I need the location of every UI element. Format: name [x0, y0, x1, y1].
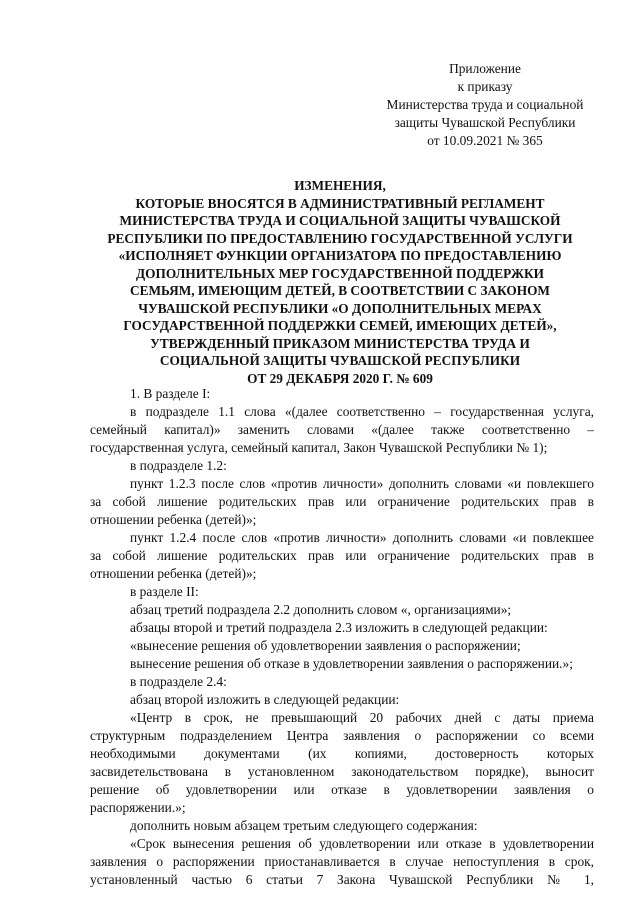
body-line: за собой лишение родительских прав или ограничение родительских прав в: [90, 548, 594, 563]
title-line: РЕСПУБЛИКИ ПО ПРЕДОСТАВЛЕНИЮ ГОСУДАРСТВЕННОЙ УСЛУГИ: [107, 230, 573, 246]
body-line: 1. В разделе I:: [130, 386, 211, 401]
title-line: ОТ 29 ДЕКАБРЯ 2020 Г. № 609: [247, 370, 433, 386]
title-line: КОТОРЫЕ ВНОСЯТСЯ В АДМИНИСТРАТИВНЫЙ РЕГЛАМЕНТ: [135, 195, 545, 211]
body-line: семейный капитал)» заменить словами «(далее также соответственно –: [90, 422, 594, 437]
body-line: за собой лишение родительских прав или ограничение родительских прав в: [90, 494, 594, 509]
title-line: ДОПОЛНИТЕЛЬНЫХ МЕР ГОСУДАРСТВЕННОЙ ПОДДЕРЖКИ: [136, 265, 544, 281]
appendix-line: Приложение: [449, 61, 521, 76]
body-line: необходимыми документами (их копиями, достоверность которых: [90, 746, 594, 761]
body-line: заявления о распоряжении приостанавливается в случае непоступления в срок,: [90, 854, 594, 869]
body-line: распоряжении.»;: [90, 800, 186, 815]
title-line: СЕМЬЯМ, ИМЕЮЩИМ ДЕТЕЙ, В СООТВЕТСТВИИ С ЗАКОНОМ: [130, 283, 550, 298]
body-line: в подразделе 1.2:: [130, 458, 227, 473]
body-line: структурным подразделением Центра заявления о распоряжении со всеми: [90, 728, 594, 743]
appendix-line: Министерства труда и социальной: [386, 97, 584, 112]
title-line: МИНИСТЕРСТВА ТРУДА И СОЦИАЛЬНОЙ ЗАЩИТЫ ЧУВАШСКОЙ: [119, 213, 561, 228]
body-line: отношении ребенка (детей)»;: [90, 512, 257, 527]
body-line: в подразделе 1.1 слова «(далее соответственно – государственная услуга,: [130, 404, 594, 419]
body-line: вынесение решения об отказе в удовлетворении заявления о распоряжении.»;: [130, 656, 573, 671]
body-line: решение об удовлетворении или отказе в удовлетворении заявления о: [90, 782, 594, 797]
body-line: пункт 1.2.3 после слов «против личности» дополнить словами «и повлекшего: [130, 476, 594, 491]
body-line: отношении ребенка (детей)»;: [90, 566, 257, 581]
title-line: УТВЕРЖДЕННЫЙ ПРИКАЗОМ МИНИСТЕРСТВА ТРУДА И: [150, 335, 530, 351]
body-line: «Срок вынесения решения об удовлетворении или отказе в удовлетворении: [130, 836, 594, 851]
body-line: пункт 1.2.4 после слов «против личности» дополнить словами «и повлекшее: [130, 530, 594, 545]
appendix-line: защиты Чувашской Республики: [394, 115, 576, 130]
title-line: ЧУВАШСКОЙ РЕСПУБЛИКИ «О ДОПОЛНИТЕЛЬНЫХ МЕРАХ: [138, 300, 542, 316]
title-line: ИЗМЕНЕНИЯ,: [294, 178, 386, 193]
appendix-line: от 10.09.2021 № 365: [427, 133, 543, 148]
document-body: [90, 385, 594, 889]
appendix-line: к приказу: [457, 79, 513, 94]
appendix-block: [360, 60, 610, 150]
title-line: ГОСУДАРСТВЕННОЙ ПОДДЕРЖКИ СЕМЕЙ, ИМЕЮЩИХ ДЕТЕЙ»,: [123, 318, 557, 333]
body-line: в разделе II:: [130, 584, 199, 599]
body-line: «вынесение решения об удовлетворении заявления о распоряжении;: [130, 638, 521, 653]
body-line: дополнить новым абзацем третьим следующего содержания:: [130, 818, 478, 833]
document-title: [80, 177, 600, 387]
title-line: СОЦИАЛЬНОЙ ЗАЩИТЫ ЧУВАШСКОЙ РЕСПУБЛИКИ: [159, 353, 521, 368]
body-line: абзацы второй и третий подраздела 2.3 изложить в следующей редакции:: [130, 620, 548, 635]
body-line: засвидетельствована в установленном законодательством порядке), выносит: [90, 764, 594, 779]
body-line: в подразделе 2.4:: [130, 674, 227, 689]
body-line: абзац третий подраздела 2.2 дополнить словом «, организациями»;: [130, 602, 512, 617]
body-line: установленный частью 6 статьи 7 Закона Чувашской Республики № 1,: [90, 872, 594, 887]
title-line: «ИСПОЛНЯЕТ ФУНКЦИИ ОРГАНИЗАТОРА ПО ПРЕДОСТАВЛЕНИЮ: [118, 248, 562, 263]
body-line: «Центр в срок, не превышающий 20 рабочих дней с даты приема: [130, 710, 594, 725]
body-line: абзац второй изложить в следующей редакции:: [130, 692, 400, 707]
body-line: государственная услуга, семейный капитал, Закон Чувашской Республики № 1);: [90, 440, 548, 455]
